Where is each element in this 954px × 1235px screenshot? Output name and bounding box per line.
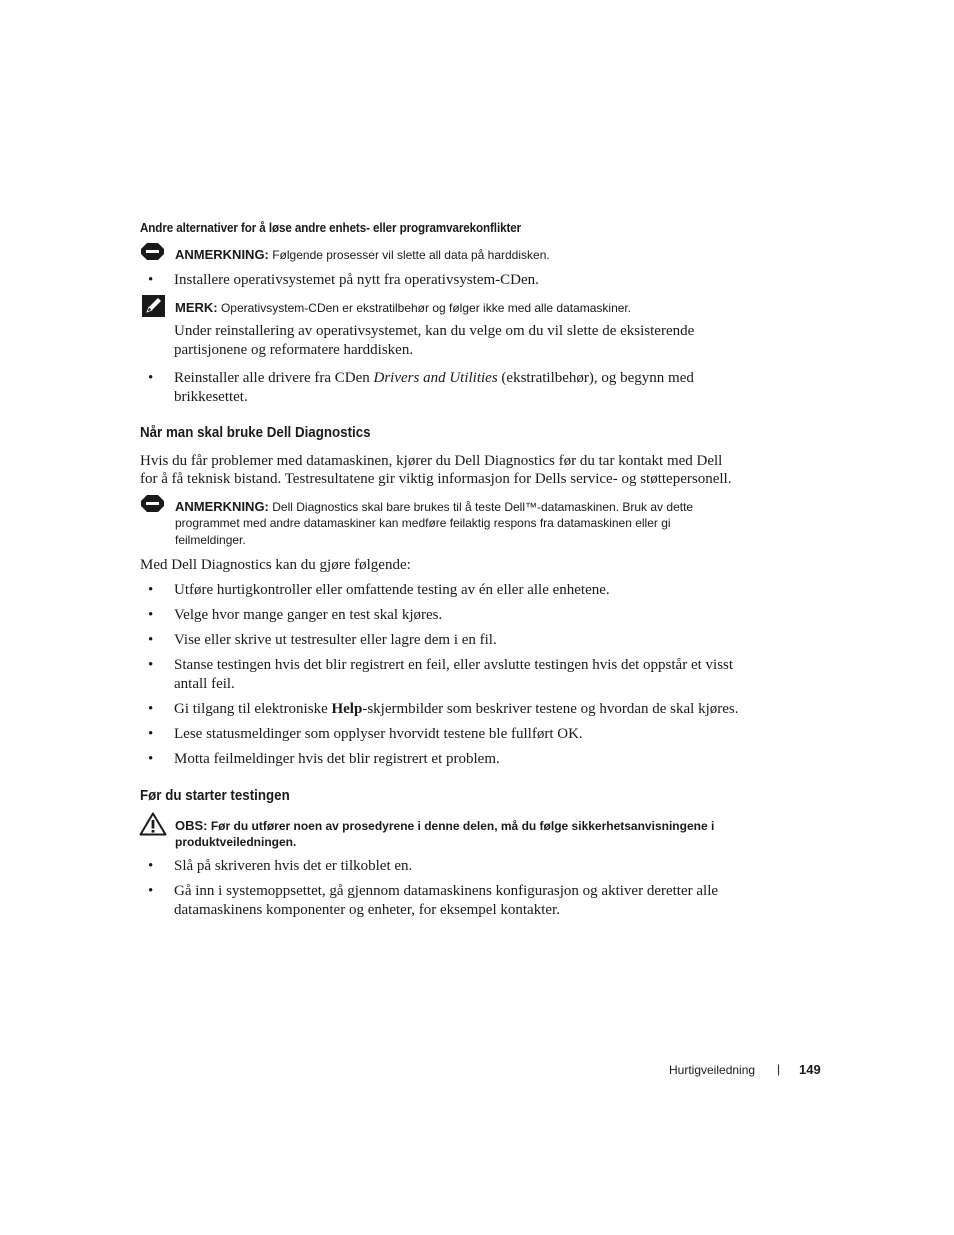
bullet-error-messages: Motta feilmeldinger hvis det blir registrert et problem. [174, 751, 500, 767]
notice-text-2-line1: ANMERKNING: Dell Diagnostics skal bare brukes til å teste Dell™-datamaskinen. Bruk av dette [175, 499, 694, 514]
bullet-quick-tests: Utføre hurtigkontroller eller omfattende testing av én eller alle enhetene. [174, 582, 610, 598]
heading-before-testing: Før du starter testingen [140, 788, 290, 804]
subheading-other-options: Andre alternativer for å løse andre enhets- eller programvarekonflikter [140, 221, 522, 235]
notice-icon [140, 494, 165, 513]
paragraph-diagnostics-line1: Hvis du får problemer med datamaskinen, kjører du Dell Diagnostics før du tar kontakt med Dell [140, 453, 723, 469]
bullet-stop-testing: Stanse testingen hvis det blir registrert en feil, eller avslutte testingen hvis det oppstår et visst [174, 657, 734, 673]
notice-label: ANMERKNING: [175, 499, 269, 514]
heading-dell-diagnostics: Når man skal bruke Dell Diagnostics [140, 425, 371, 441]
bullet-marker: • [148, 607, 154, 623]
notice-text-2-line3: feilmeldinger. [175, 533, 246, 547]
bullet-reinstall-os: Installere operativsystemet på nytt fra operativsystem-CDen. [174, 272, 539, 288]
bullet-status-messages: Lese statusmeldinger som opplyser hvorvidt testene ble fullført OK. [174, 726, 583, 742]
bullet-marker: • [148, 701, 154, 717]
caution-text-line1: OBS: Før du utfører noen av prosedyrene i denne delen, må du følge sikkerhetsanvisningene i [175, 818, 715, 833]
notice-label: ANMERKNING: [175, 247, 269, 262]
bullet-reinstall-drivers: Reinstaller alle drivere fra CDen Drivers and Utilities (ekstratilbehør), og begynn med [174, 370, 694, 386]
paragraph-reinstall: Under reinstallering av operativsystemet, kan du velge om du vil slette de eksisterende partisjonene og reformatere harddisken. [174, 323, 695, 358]
bullet-marker: • [148, 657, 154, 673]
bullet-system-setup: Gå inn i systemoppsettet, gå gjennom datamaskinens konfigurasjon og aktiver deretter alle [174, 883, 719, 899]
paragraph-diagnostics-line2: for å få teknisk bistand. Testresultatene gir viktig informasjon for Dells service- og støttepersonell. [140, 471, 732, 487]
bullet-marker: • [148, 751, 154, 767]
notice-icon [140, 242, 165, 261]
bullet-marker: • [148, 726, 154, 742]
bullet-reinstall-drivers-line2: brikkesettet. [174, 389, 248, 405]
bullet-help-screens: Gi tilgang til elektroniske Help-skjermbilder som beskriver testene og hvordan de skal kjøres. [174, 701, 739, 717]
note-pencil-icon [142, 295, 165, 317]
note-text-1: MERK: Operativsystem-CDen er ekstratilbehør og følger ikke med alle datamaskiner. [175, 300, 632, 315]
caution-label: OBS: [175, 818, 208, 833]
bullet-printer-on: Slå på skriveren hvis det er tilkoblet en. [174, 858, 413, 874]
bullet-repeat-count: Velge hvor mange ganger en test skal kjøres. [174, 607, 443, 623]
caution-triangle-icon [139, 812, 167, 836]
caution-text-line2: produktveiledningen. [175, 835, 297, 849]
bullet-system-setup-line2: datamaskinens komponenter og enheter, for eksempel kontakter. [174, 902, 560, 918]
notice-text-1: ANMERKNING: Følgende prosesser vil slette all data på harddisken. [175, 247, 550, 262]
footer-separator: | [777, 1062, 781, 1076]
bullet-marker: • [148, 883, 154, 899]
bullet-marker: • [148, 370, 154, 386]
note-label: MERK: [175, 300, 218, 315]
notice-text-2-line2: programmet med andre datamaskiner kan medføre feilaktig respons fra datamaskinen eller gi [175, 516, 671, 530]
bullet-marker: • [148, 632, 154, 648]
bullet-marker: • [148, 272, 154, 288]
footer-section-label: Hurtigveiledning [669, 1063, 756, 1077]
bullet-marker: • [148, 582, 154, 598]
bullet-marker: • [148, 858, 154, 874]
bullet-view-results: Vise eller skrive ut testresulter eller lagre dem i en fil. [174, 632, 497, 648]
bullet-stop-testing-line2: antall feil. [174, 676, 235, 692]
paragraph-diagnostics-intro: Med Dell Diagnostics kan du gjøre følgende: [140, 557, 411, 573]
page-number: 149 [799, 1062, 821, 1077]
